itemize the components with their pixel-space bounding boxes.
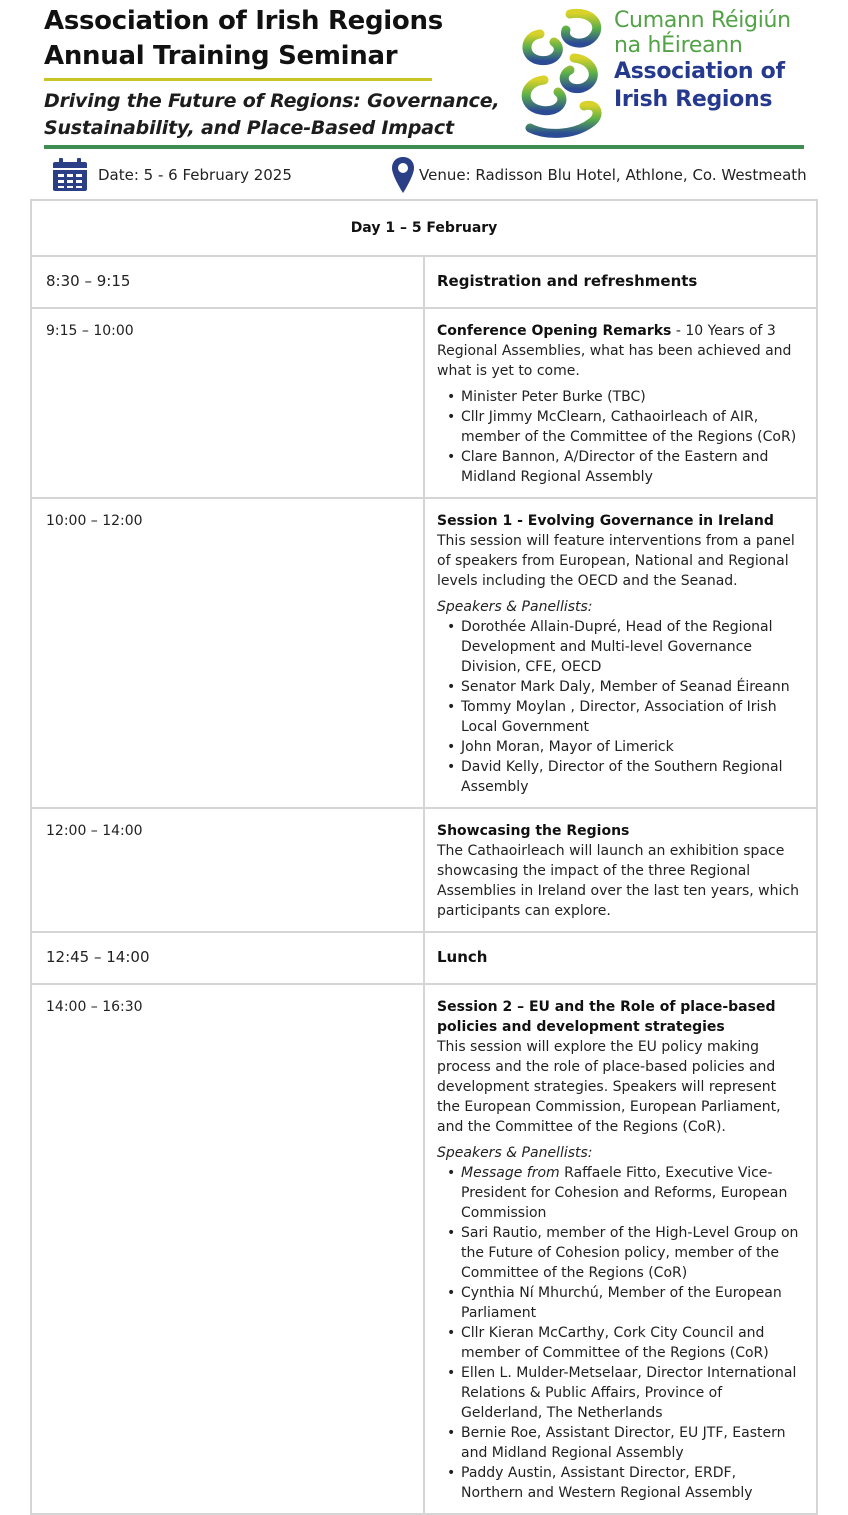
list-item: • Sari Rautio, member of the High-Level Group on the Future of Cohesion policy, member of the Committee of the Regions (CoR) [447, 1223, 802, 1283]
session-description: This session will explore the EU policy making process and the role of place-based policies and development strategies. Speakers will represent the European Commission, European Parliament, and the Committee of the Regions (CoR). [437, 1039, 781, 1135]
list-item: • Bernie Roe, Assistant Director, EU JTF, Eastern and Midland Regional Assembly [447, 1423, 802, 1463]
session-description: The Cathaoirleach will launch an exhibition space showcasing the impact of the three Regional Assemblies in Ireland over the last ten years, which participants can explore. [437, 843, 799, 919]
content-cell [424, 808, 817, 932]
table-row [31, 932, 817, 984]
logo-irish-line-2: na hÉireann [614, 33, 743, 58]
title-line-2: Annual Training Seminar [44, 41, 398, 71]
list-item: • Dorothée Allain-Dupré, Head of the Regional Development and Multi-level Governance Division, CFE, OECD [447, 617, 802, 677]
session-title: Session 2 – EU and the Role of place-based policies and development strategies [437, 999, 776, 1035]
list-item: • Paddy Austin, Assistant Director, ERDF, Northern and Western Regional Assembly [447, 1463, 802, 1503]
list-item: • Ellen L. Mulder-Metselaar, Director International Relations & Public Affairs, Province of Gelderland, The Netherlands [447, 1363, 802, 1423]
time-cell: 10:00 – 12:00 [31, 498, 424, 808]
time-cell: 8:30 – 9:15 [31, 256, 424, 308]
list-item: • Cynthia Ní Mhurchú, Member of the European Parliament [447, 1283, 802, 1323]
title-underline [44, 78, 432, 81]
speaker-text: Raffaele Fitto, Executive Vice-President for Cohesion and Reforms, European Commission [461, 1165, 788, 1221]
speaker-list [437, 1163, 802, 1503]
table-row [31, 256, 817, 308]
content-cell [424, 256, 817, 308]
session-title: Session 1 - Evolving Governance in Ireland [437, 513, 774, 529]
time-cell: 9:15 – 10:00 [31, 308, 424, 498]
list-item: • Clare Bannon, A/Director of the Eastern and Midland Regional Assembly [447, 447, 802, 487]
table-row [31, 498, 817, 808]
time-cell: 12:45 – 14:00 [31, 932, 424, 984]
logo-english-line-1: Association of [614, 59, 785, 84]
schedule-table [30, 199, 818, 1515]
table-row [31, 308, 817, 498]
document-title [44, 4, 443, 74]
list-item: • Minister Peter Burke (TBC) [447, 387, 802, 407]
table-row [31, 984, 817, 1514]
event-date: Date: 5 - 6 February 2025 [98, 166, 292, 184]
event-venue: Venue: Radisson Blu Hotel, Athlone, Co. Westmeath [419, 166, 807, 184]
content-cell [424, 932, 817, 984]
subtitle-line-1: Driving the Future of Regions: Governance, [44, 90, 500, 112]
list-item: • Senator Mark Daly, Member of Seanad Éireann [447, 677, 802, 697]
page-header [0, 0, 848, 200]
session-title: Showcasing the Regions [437, 823, 630, 839]
title-line-1: Association of Irish Regions [44, 6, 443, 36]
speaker-list [437, 617, 802, 797]
list-item: • Tommy Moylan , Director, Association of Irish Local Government [447, 697, 802, 737]
list-item: • David Kelly, Director of the Southern Regional Assembly [447, 757, 802, 797]
logo-irish-line-1: Cumann Réigiún [614, 8, 791, 33]
list-item: • Cllr Kieran McCarthy, Cork City Council and member of Committee of the Regions (CoR) [447, 1323, 802, 1363]
map-pin-icon [392, 156, 414, 194]
time-cell: 12:00 – 14:00 [31, 808, 424, 932]
session-description: This session will feature interventions from a panel of speakers from European, National and Regional levels including the OECD and the Seanad. [437, 533, 795, 589]
logo-english-line-2: Irish Regions [614, 87, 773, 112]
session-heading [437, 321, 802, 381]
day-heading: Day 1 – 5 February [31, 200, 817, 256]
speakers-label: Speakers & Panellists: [437, 1145, 593, 1161]
speakers-label: Speakers & Panellists: [437, 599, 593, 615]
document-subtitle [44, 88, 499, 142]
calendar-icon [52, 158, 88, 192]
list-item [447, 1163, 802, 1223]
content-cell [424, 308, 817, 498]
content-cell [424, 498, 817, 808]
list-item: • Cllr Jimmy McClearn, Cathaoirleach of AIR, member of the Committee of the Regions (CoR) [447, 407, 802, 447]
session-title: Conference Opening Remarks [437, 323, 672, 339]
table-row [31, 808, 817, 932]
time-cell: 14:00 – 16:30 [31, 984, 424, 1514]
list-item: • John Moran, Mayor of Limerick [447, 737, 802, 757]
session-title: Lunch [437, 948, 488, 966]
air-logo-icon [512, 4, 608, 140]
session-title-suffix: - 10 Years of 3 Regional Assemblies, what has been achieved and what is yet to come. [437, 323, 792, 379]
day-heading-row [31, 200, 817, 256]
logo-wordmark [614, 8, 791, 114]
subtitle-line-2: Sustainability, and Place-Based Impact [44, 117, 454, 139]
header-divider [44, 145, 804, 149]
speaker-list [437, 387, 802, 487]
content-cell [424, 984, 817, 1514]
session-title: Registration and refreshments [437, 272, 698, 290]
speaker-prefix: Message from [461, 1165, 560, 1181]
